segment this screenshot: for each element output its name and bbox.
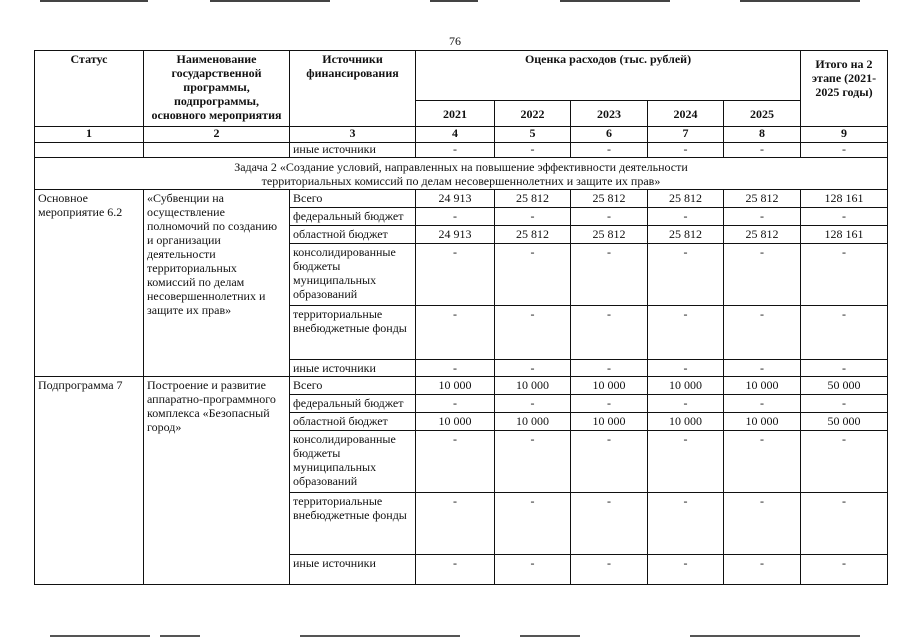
source-cell: Всего: [290, 190, 416, 208]
value-cell: -: [648, 244, 724, 306]
source-cell: иные источники: [290, 360, 416, 377]
value-cell: -: [801, 360, 888, 377]
column-number: 2: [144, 127, 290, 143]
header-year: 2022: [495, 101, 571, 127]
value-cell: -: [801, 244, 888, 306]
value-cell: 10 000: [495, 377, 571, 395]
value-cell: 10 000: [724, 413, 801, 431]
top-rule: [40, 0, 148, 2]
bottom-rule: [50, 635, 150, 637]
top-rule: [740, 0, 860, 2]
value-cell: 25 812: [648, 226, 724, 244]
value-cell: -: [801, 306, 888, 360]
value-cell: -: [571, 555, 648, 585]
header-funding-sources: Источники финансирования: [290, 51, 416, 127]
value-cell: 25 812: [724, 190, 801, 208]
value-cell: 25 812: [571, 226, 648, 244]
status-cell: Основное мероприятие 6.2: [35, 190, 144, 377]
value-cell: 128 161: [801, 190, 888, 208]
value-cell: -: [801, 395, 888, 413]
page-number: 76: [449, 34, 461, 48]
value-cell: -: [495, 431, 571, 493]
bottom-rule: [520, 635, 580, 637]
source-cell: консолидированные бюджеты муниципальных образований: [290, 431, 416, 493]
program-name-cell: «Субвенции на осуществление полномочий по созданию и организации деятельности территориальных комиссий по делам несовершеннолетних и защите их прав»: [144, 190, 290, 377]
value-cell: -: [801, 555, 888, 585]
bottom-rule: [300, 635, 460, 637]
value-cell: -: [801, 431, 888, 493]
table-row: [35, 190, 888, 208]
value-cell: -: [416, 431, 495, 493]
source-cell: федеральный бюджет: [290, 395, 416, 413]
header-total-stage2: Итого на 2 этапе (2021-2025 годы): [801, 51, 888, 127]
column-number: 5: [495, 127, 571, 143]
value-cell: -: [416, 360, 495, 377]
value-cell: -: [571, 143, 648, 158]
value-cell: -: [495, 555, 571, 585]
top-rule: [430, 0, 478, 2]
value-cell: -: [571, 244, 648, 306]
value-cell: -: [724, 208, 801, 226]
value-cell: 25 812: [648, 190, 724, 208]
value-cell: -: [416, 143, 495, 158]
bottom-rule: [690, 635, 860, 637]
value-cell: -: [495, 493, 571, 555]
value-cell: -: [648, 431, 724, 493]
bottom-rule: [160, 635, 200, 637]
value-cell: -: [416, 306, 495, 360]
value-cell: -: [495, 244, 571, 306]
value-cell: -: [416, 244, 495, 306]
source-cell: иные источники: [290, 555, 416, 585]
value-cell: 128 161: [801, 226, 888, 244]
value-cell: -: [724, 395, 801, 413]
status-cell: [35, 143, 144, 158]
value-cell: -: [416, 555, 495, 585]
header-year: 2023: [571, 101, 648, 127]
header-year: 2024: [648, 101, 724, 127]
value-cell: -: [648, 395, 724, 413]
value-cell: -: [571, 360, 648, 377]
task-text: Задача 2 «Создание условий, направленных на повышение эффективности деятельности территориальных комиссий по делам несовершеннолетних и защите их прав»: [35, 158, 888, 190]
budget-table: [34, 50, 888, 585]
value-cell: -: [801, 208, 888, 226]
source-cell: территориальные внебюджетные фонды: [290, 493, 416, 555]
value-cell: -: [648, 208, 724, 226]
value-cell: -: [801, 143, 888, 158]
table-row: [35, 377, 888, 395]
value-cell: 24 913: [416, 226, 495, 244]
value-cell: -: [571, 208, 648, 226]
column-number: 6: [571, 127, 648, 143]
value-cell: 24 913: [416, 190, 495, 208]
name-cell: [144, 143, 290, 158]
value-cell: -: [724, 360, 801, 377]
value-cell: 25 812: [571, 190, 648, 208]
header-year: 2021: [416, 101, 495, 127]
value-cell: -: [495, 306, 571, 360]
value-cell: -: [416, 395, 495, 413]
top-rule: [210, 0, 330, 2]
column-number: 8: [724, 127, 801, 143]
value-cell: 25 812: [724, 226, 801, 244]
column-number: 7: [648, 127, 724, 143]
header-cost-estimate: Оценка расходов (тыс. рублей): [416, 51, 801, 101]
value-cell: -: [724, 143, 801, 158]
value-cell: -: [724, 244, 801, 306]
value-cell: -: [724, 431, 801, 493]
value-cell: -: [648, 493, 724, 555]
column-number: 3: [290, 127, 416, 143]
value-cell: -: [724, 555, 801, 585]
value-cell: -: [571, 395, 648, 413]
value-cell: -: [495, 208, 571, 226]
value-cell: 10 000: [416, 413, 495, 431]
task-row: [35, 158, 888, 190]
value-cell: -: [416, 493, 495, 555]
source-cell: иные источники: [290, 143, 416, 158]
value-cell: 50 000: [801, 377, 888, 395]
value-cell: -: [648, 143, 724, 158]
value-cell: -: [571, 431, 648, 493]
value-cell: 10 000: [648, 413, 724, 431]
column-number: 1: [35, 127, 144, 143]
source-cell: областной бюджет: [290, 226, 416, 244]
top-rule: [560, 0, 670, 2]
header-status: Статус: [35, 51, 144, 127]
source-cell: федеральный бюджет: [290, 208, 416, 226]
value-cell: -: [648, 306, 724, 360]
program-name-cell: Построение и развитие аппаратно-программного комплекса «Безопасный город»: [144, 377, 290, 585]
source-cell: Всего: [290, 377, 416, 395]
value-cell: 10 000: [724, 377, 801, 395]
value-cell: 50 000: [801, 413, 888, 431]
table-row: [35, 143, 888, 158]
value-cell: -: [648, 360, 724, 377]
status-cell: Подпрограмма 7: [35, 377, 144, 585]
value-cell: 10 000: [495, 413, 571, 431]
column-number: 9: [801, 127, 888, 143]
value-cell: -: [724, 306, 801, 360]
value-cell: -: [571, 493, 648, 555]
source-cell: областной бюджет: [290, 413, 416, 431]
value-cell: 25 812: [495, 226, 571, 244]
column-number: 4: [416, 127, 495, 143]
value-cell: 25 812: [495, 190, 571, 208]
value-cell: -: [571, 306, 648, 360]
value-cell: -: [724, 493, 801, 555]
value-cell: -: [495, 360, 571, 377]
source-cell: территориальные внебюджетные фонды: [290, 306, 416, 360]
header-program-name: Наименование государственной программы, подпрограммы, основного мероприятия: [144, 51, 290, 127]
value-cell: 10 000: [571, 377, 648, 395]
header-year: 2025: [724, 101, 801, 127]
value-cell: 10 000: [571, 413, 648, 431]
value-cell: 10 000: [648, 377, 724, 395]
value-cell: -: [801, 493, 888, 555]
value-cell: 10 000: [416, 377, 495, 395]
value-cell: -: [495, 143, 571, 158]
value-cell: -: [495, 395, 571, 413]
source-cell: консолидированные бюджеты муниципальных образований: [290, 244, 416, 306]
value-cell: -: [416, 208, 495, 226]
value-cell: -: [648, 555, 724, 585]
